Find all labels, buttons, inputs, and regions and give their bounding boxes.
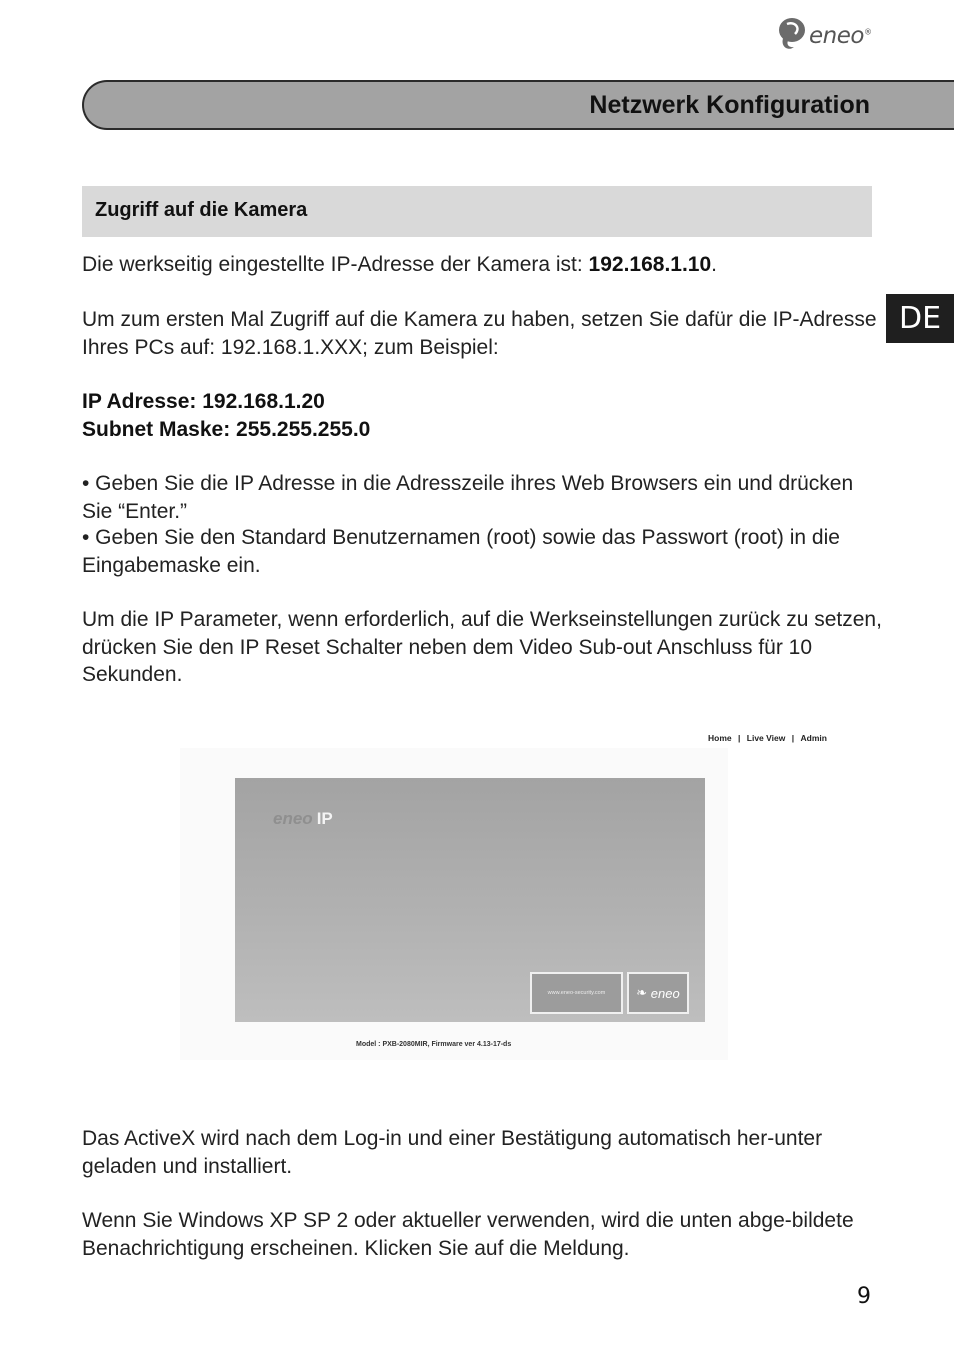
page-number: 9 xyxy=(857,1284,871,1309)
section-heading: Zugriff auf die Kamera xyxy=(82,186,872,237)
nav-admin-link[interactable]: Admin xyxy=(800,733,827,743)
bullet-browser: • Geben Sie die IP Adresse in die Adresszeile ihres Web Browsers ein und drücken Sie “Enter.” xyxy=(82,472,854,523)
page-title: Netzwerk Konfiguration xyxy=(589,91,870,119)
windows-xp-paragraph: Wenn Sie Windows XP SP 2 oder aktueller verwenden, wird die unten abge-bildete Benachrichtigung erscheinen. Klicken Sie auf die Meldung. xyxy=(82,1209,854,1260)
camera-web-ui-screenshot xyxy=(176,728,842,1078)
eneo-swirl-icon xyxy=(776,16,806,56)
bullet-login: • Geben Sie den Standard Benutzernamen (root) sowie das Passwort (root) in die Eingabemaske ein. xyxy=(82,526,840,577)
brand-logo xyxy=(776,16,871,56)
default-ip-paragraph: Die werkseitig eingestellte IP-Adresse der Kamera ist: 192.168.1.10. xyxy=(82,253,718,276)
website-box[interactable]: www.eneo-security.com xyxy=(530,972,623,1014)
activex-paragraph: Das ActiveX wird nach dem Log-in und einer Bestätigung automatisch her-unter geladen und installiert. xyxy=(82,1127,823,1178)
reset-paragraph: Um die IP Parameter, wenn erforderlich, auf die Werkseinstellungen zurück zu setzen, drücken Sie den IP Reset Schalter neben dem Video Sub-out Anschluss für 10 Sekunden. xyxy=(82,608,882,686)
login-panel xyxy=(235,778,705,1022)
panel-brand: eneo IP xyxy=(273,809,333,828)
panel-logo-box: ❧ eneo xyxy=(627,972,689,1014)
screenshot-nav: Home | Live View | Admin xyxy=(708,733,827,743)
ip-address-line: IP Adresse: 192.168.1.20 xyxy=(82,390,325,413)
brand-name: eneo® xyxy=(809,23,872,49)
eneo-swirl-icon: ❧ xyxy=(636,985,648,1000)
model-firmware-label: Model : PXB-2080MIR, Firmware ver 4.13-17-ds xyxy=(356,1041,512,1048)
first-access-paragraph: Um zum ersten Mal Zugriff auf die Kamera zu haben, setzen Sie dafür die IP-Adresse Ihres PCs auf: 192.168.1.XXX; zum Beispiel: xyxy=(82,308,877,359)
ip-example xyxy=(82,388,882,443)
language-tab: DE xyxy=(886,294,954,343)
subnet-mask-line: Subnet Maske: 255.255.255.0 xyxy=(82,417,371,441)
nav-live-view-link[interactable]: Live View xyxy=(746,733,786,743)
nav-home-link[interactable]: Home xyxy=(708,733,732,743)
default-ip-value: 192.168.1.10 xyxy=(588,253,712,276)
